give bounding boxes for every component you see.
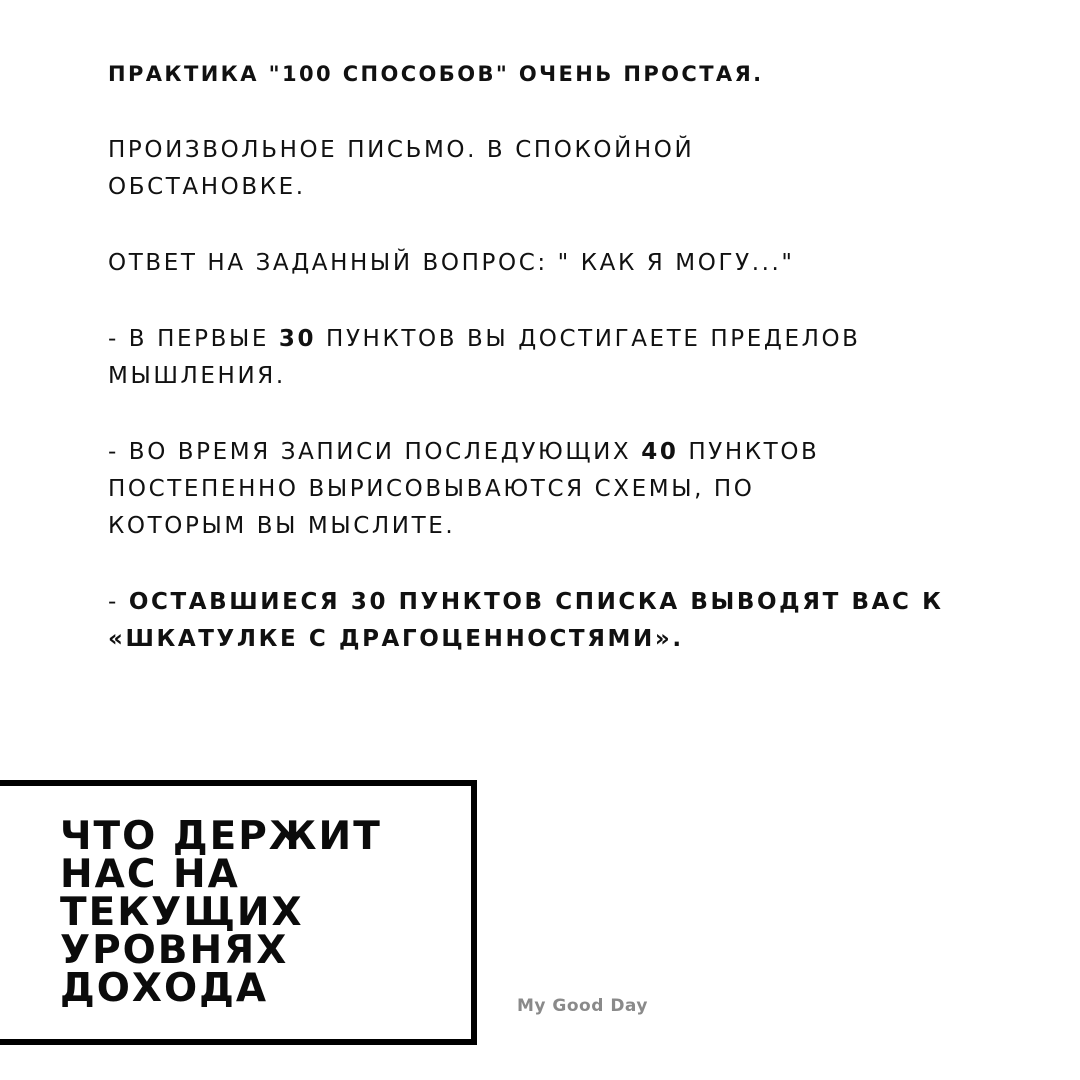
number-highlight: 30 bbox=[278, 326, 317, 352]
box-title-line: ЧТО ДЕРЖИТ bbox=[60, 814, 382, 859]
paragraph-bold-line: ОСТАВШИЕСЯ 30 ПУНКТОВ СПИСКА ВЫВОДЯТ ВАС К bbox=[128, 589, 944, 615]
paragraph-text: ПУНКТОВ ВЫ ДОСТИГАЕТЕ ПРЕДЕЛОВ bbox=[316, 326, 861, 352]
paragraph-last-30 bbox=[108, 584, 1008, 658]
paragraph-line: КОТОРЫМ ВЫ МЫСЛИТЕ. bbox=[108, 513, 456, 539]
heading-text: ПРАКТИКА "100 СПОСОБОВ" ОЧЕНЬ ПРОСТАЯ. bbox=[108, 62, 764, 86]
paragraph-next-40 bbox=[108, 434, 1008, 545]
paragraph-line: МЫШЛЕНИЯ. bbox=[108, 363, 286, 389]
paragraph-text: - В ПЕРВЫЕ bbox=[108, 326, 279, 352]
paragraph-free-writing bbox=[108, 132, 1008, 206]
brand-label: My Good Day bbox=[517, 996, 648, 1016]
paragraph-line: ПРОИЗВОЛЬНОЕ ПИСЬМО. В СПОКОЙНОЙ bbox=[108, 137, 695, 163]
paragraph-dash: - bbox=[108, 589, 129, 615]
paragraph-first-30 bbox=[108, 321, 1008, 395]
box-title-line: ДОХОДА bbox=[60, 966, 269, 1011]
page-heading bbox=[108, 56, 1008, 93]
paragraph-text: ПУНКТОВ bbox=[678, 439, 820, 465]
box-title bbox=[60, 814, 460, 1011]
paragraph-text: - ВО ВРЕМЯ ЗАПИСИ ПОСЛЕДУЮЩИХ bbox=[108, 439, 642, 465]
box-title-line: ТЕКУЩИХ bbox=[60, 890, 304, 935]
box-title-line: УРОВНЯХ bbox=[60, 928, 289, 973]
paragraph-line: ОТВЕТ НА ЗАДАННЫЙ ВОПРОС: " КАК Я МОГУ..." bbox=[108, 250, 795, 276]
paragraph-line: ПОСТЕПЕННО ВЫРИСОВЫВАЮТСЯ СХЕМЫ, ПО bbox=[108, 476, 755, 502]
main-text bbox=[108, 56, 1008, 697]
box-title-line: НАС НА bbox=[60, 852, 240, 897]
paragraph-line: ОБСТАНОВКЕ. bbox=[108, 174, 306, 200]
paragraph-question bbox=[108, 245, 1008, 282]
number-highlight: 40 bbox=[641, 439, 679, 465]
paragraph-bold-line: «ШКАТУЛКЕ С ДРАГОЦЕННОСТЯМИ». bbox=[108, 626, 684, 652]
